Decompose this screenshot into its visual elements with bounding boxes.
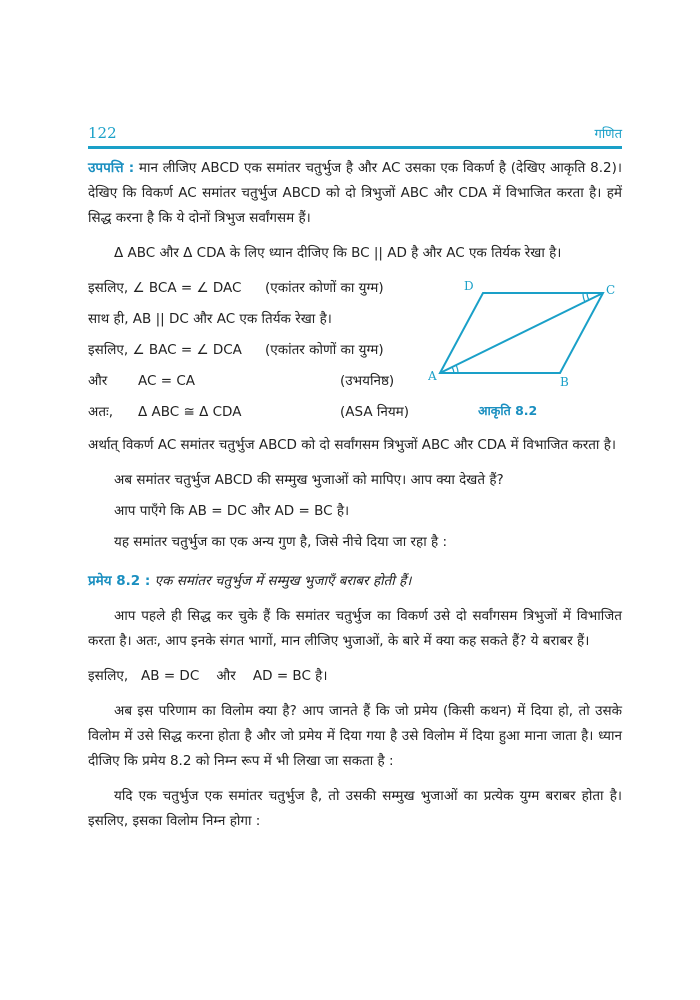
theorem-paragraph-3: अब इस परिणाम का विलोम क्या है? आप जानते हैं कि जो प्रमेय (किसी कथन) में दिया हो, तो उसके विलोम में उसे सिद्ध करना होता है और जो प्रमेय में दिया गया है उसे विलोम में दिया हुआ माना जाता है। ध्यान दीजिए कि प्रमेय 8.2 को निम्न रूप में भी लिखा जा सकता है : [88, 703, 622, 769]
vertex-label-b: B [560, 375, 569, 389]
theorem-paragraph-1: आप पहले ही सिद्ध कर चुके हैं कि समांतर चतुर्भुज का विकर्ण उसे दो सर्वांगसम त्रिभुजों में विभाजित करता है। अतः, आप इनके संगत भागों, मान लीजिए भुजाओं, के बारे में क्या कह सकते हैं? ये बराबर हैं। [88, 608, 622, 649]
angle-mark-a-2 [456, 365, 458, 373]
theorem-paragraph-2: इसलिए, AB = DC और AD = BC है। [88, 668, 328, 684]
statement-math: ∠ BCA = ∠ DAC [132, 280, 242, 296]
statement-row [88, 338, 384, 363]
parallelogram-figure [428, 280, 628, 420]
statement-reason: (एकांतर कोणों का युग्म) [265, 280, 384, 296]
statement-prefix: इसलिए, [88, 280, 129, 296]
proof-paragraph-6: यह समांतर चतुर्भुज का एक अन्य गुण है, जिसे नीचे दिया जा रहा है : [114, 534, 448, 550]
statement-row [88, 276, 384, 301]
angle-mark-c-2 [583, 293, 585, 302]
statement-prefix: और [88, 373, 108, 389]
theorem-label: प्रमेय 8.2 : [88, 573, 151, 589]
proof-paragraph-3: अर्थात् विकर्ण AC समांतर चतुर्भुज ABCD को दो सर्वांगसम त्रिभुजों ABC और CDA में विभाजित करता है। [88, 437, 616, 453]
vertex-label-c: C [606, 283, 616, 297]
proof-paragraph-1 [88, 156, 622, 231]
page-content [88, 156, 622, 844]
statement-reason: (ASA नियम) [340, 404, 410, 420]
theorem-text: एक समांतर चतुर्भुज में सम्मुख भुजाएँ बराबर होती हैं। [150, 573, 412, 589]
statement-prefix: अतः, [88, 404, 114, 420]
statement-row [88, 307, 332, 332]
proof-paragraph-5: आप पाएँगे कि AB = DC और AD = BC है। [114, 503, 350, 519]
theorem-paragraph-4: यदि एक चतुर्भुज एक समांतर चतुर्भुज है, तो उसकी सम्मुख भुजाओं का प्रत्येक युग्म बराबर होता है। इसलिए, इसका विलोम निम्न होगा : [88, 788, 622, 829]
subject-title: गणित [594, 127, 622, 142]
proof-label: उपपत्ति : [88, 160, 135, 176]
statement-prefix: इसलिए, [88, 342, 129, 358]
statement-math: Δ ABC ≅ Δ CDA [138, 404, 242, 420]
page-number: 122 [88, 124, 117, 142]
statement-reason: (उभयनिष्ठ) [340, 373, 395, 389]
statement-reason: (एकांतर कोणों का युग्म) [265, 342, 384, 358]
vertex-label-d: D [464, 280, 474, 293]
angle-mark-c [587, 293, 589, 300]
statement-text: साथ ही, AB || DC और AC एक तिर्यक रेखा है। [88, 311, 332, 327]
statement-math: ∠ BAC = ∠ DCA [132, 342, 242, 358]
proof-paragraph-4: अब समांतर चतुर्भुज ABCD की सम्मुख भुजाओं को मापिए। आप क्या देखते हैं? [114, 472, 504, 488]
figure-caption: आकृति 8.2 [478, 403, 538, 418]
header-rule [88, 146, 622, 149]
page-header [88, 124, 622, 146]
statement-math: AC = CA [138, 373, 195, 389]
proof-text-1: मान लीजिए ABCD एक समांतर चतुर्भुज है और AC उसका एक विकर्ण है (देखिए आकृति 8.2)। देखिए कि विकर्ण AC समांतर चतुर्भुज ABCD को दो त्रिभुजों ABC और CDA में विभाजित करता है। हमें सिद्ध करना है कि ये दोनों त्रिभुज सर्वांगसम हैं। [88, 160, 622, 226]
diagonal-ac [440, 293, 603, 373]
vertex-label-a: A [428, 369, 437, 383]
proof-paragraph-2: Δ ABC और Δ CDA के लिए ध्यान दीजिए कि BC || AD है और AC एक तिर्यक रेखा है। [114, 245, 562, 261]
theorem-statement [88, 569, 622, 594]
